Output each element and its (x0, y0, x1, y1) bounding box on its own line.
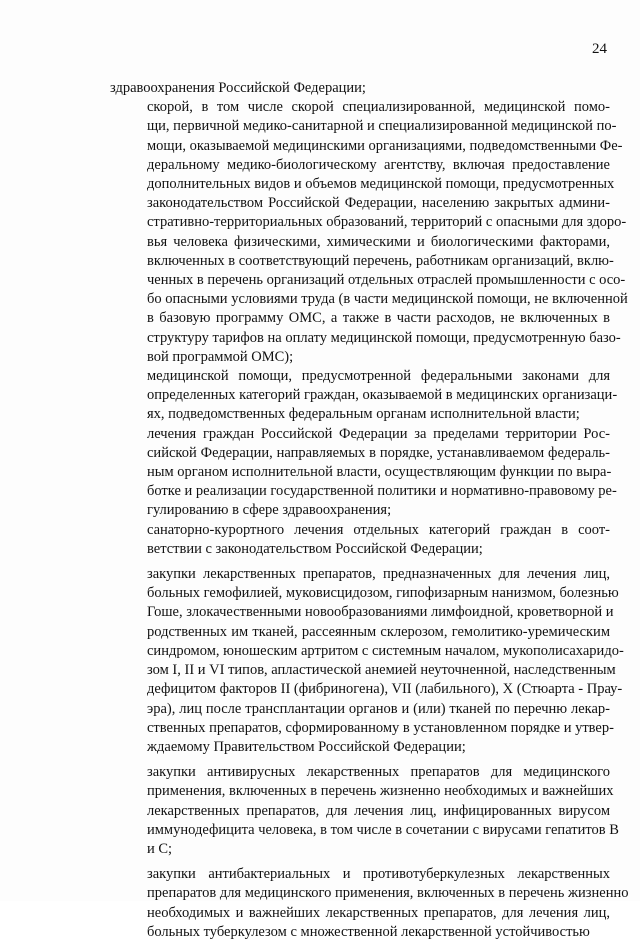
page-number: 24 (592, 41, 607, 57)
text-line: дефицитом факторов II (фибриногена), VII (лабильного), X (Стюарта - Прау- (147, 681, 623, 698)
text-line: ным органом исполнительной власти, осуществляющим функции по выра- (147, 464, 612, 481)
text-line: законодательством Российской Федерации, населению закрытых админи- (147, 195, 610, 212)
text-line: ченных в перечень организаций отдельных отраслей промышленности с осо- (147, 272, 626, 289)
text-line: применения, включенных в перечень жизненно необходимых и важнейших (147, 783, 614, 800)
text-line: здравоохранения Российской Федерации; (110, 80, 366, 96)
text-line: структуру тарифов на оплату медицинской помощи, предусмотренную базо- (147, 329, 621, 346)
paragraph (110, 425, 617, 521)
body-text (110, 79, 629, 942)
text-line: бо опасными условиями труда (в части медицинской помощи, не включенной (147, 291, 628, 308)
text-line: скорой, в том числе скорой специализированной, медицинской помо- (147, 99, 610, 116)
text-line: и С; (147, 840, 173, 857)
text-line: определенных категорий граждан, оказываемой в медицинских организаци- (147, 387, 618, 404)
text-line: зом I, II и VI типов, апластической анемией неуточненной, наследственным (147, 662, 616, 679)
paragraph (110, 865, 629, 942)
text-line: ботке и реализации государственной политики и нормативно-правовому ре- (147, 483, 617, 500)
text-line: вья человека физическими, химическими и биологическими факторами, (147, 233, 610, 250)
text-line: в базовую программу ОМС, а также в части расходов, не включенных в (147, 310, 610, 327)
text-line: стративно-территориальных образований, территорий с опасными для здоро- (147, 214, 627, 231)
text-line: родственных им тканей, рассеянным склерозом, гемолитико-уремическим (147, 623, 610, 640)
paragraph (110, 98, 628, 367)
text-line: сийской Федерации, направляемых в порядке, устанавливаемом федераль- (147, 444, 610, 461)
text-line: гулированию в сфере здравоохранения; (147, 502, 392, 519)
text-line: необходимых и важнейших лекарственных препаратов, для лечения лиц, (147, 904, 610, 921)
text-line: закупки антибактериальных и противотуберкулезных лекарственных (147, 866, 610, 883)
text-line: ственных препаратов, сформированному в установленном порядке и утвер- (147, 719, 614, 736)
text-line: включенных в соответствующий перечень, работникам организаций, вклю- (147, 252, 614, 269)
text-line: мощи, оказываемой медицинскими организациями, подведомственными Фе- (147, 137, 623, 154)
text-line: эра), лиц после трансплантации органов и (или) тканей по перечню лекар- (147, 700, 610, 717)
text-line: препаратов для медицинского применения, включенных в перечень жизненно (147, 885, 629, 902)
text-line: дополнительных видов и объемов медицинской помощи, предусмотренных (147, 176, 615, 193)
text-line: деральному медико-биологическому агентству, включая предоставление (147, 156, 610, 173)
text-line: больных туберкулезом с множественной лекарственной устойчивостью (147, 923, 590, 940)
text-line: лечения граждан Российской Федерации за пределами территории Рос- (147, 425, 610, 442)
text-line: вой программой ОМС); (147, 348, 294, 365)
text-line: синдромом, юношеским артритом с системным началом, мукополисахаридо- (147, 642, 624, 659)
text-line: ях, подведомственных федеральным органам исполнительной власти; (147, 406, 580, 423)
paragraph (110, 367, 618, 425)
paragraph (110, 79, 610, 98)
paragraph (110, 521, 610, 559)
paragraph (110, 565, 624, 757)
text-line: ждаемому Правительством Российской Федерации; (147, 738, 466, 755)
text-line: щи, первичной медико-санитарной и специализированной медицинской по- (147, 118, 617, 135)
text-line: иммунодефицита человека, в том числе в сочетании с вирусами гепатитов В (147, 821, 619, 838)
text-line: лекарственных препаратов, для лечения лиц, инфицированных вирусом (147, 802, 610, 819)
text-line: санаторно-курортного лечения отдельных категорий граждан в соот- (147, 521, 610, 538)
text-line: ветствии с законодательством Российской Федерации; (147, 540, 483, 557)
text-line: медицинской помощи, предусмотренной федеральными законами для (147, 368, 610, 385)
paragraph (110, 763, 619, 859)
text-line: больных гемофилией, муковисцидозом, гипофизарным нанизмом, болезнью (147, 585, 619, 602)
text-line: Гоше, злокачественными новообразованиями лимфоидной, кроветворной и (147, 604, 614, 621)
text-line: закупки лекарственных препаратов, предназначенных для лечения лиц, (147, 566, 610, 583)
text-line: закупки антивирусных лекарственных препаратов для медицинского (147, 764, 610, 781)
